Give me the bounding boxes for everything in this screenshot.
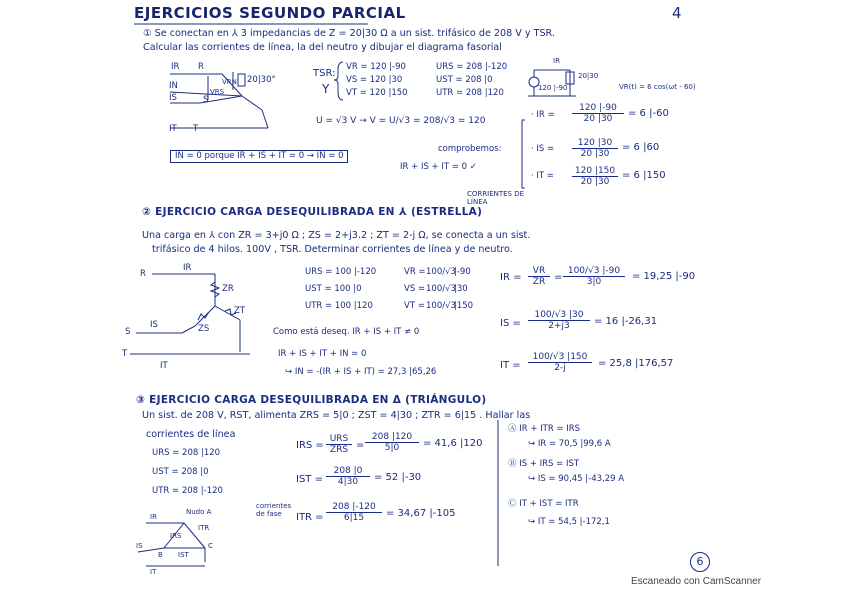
ex3-ust: UST = 208 |0 <box>152 467 209 477</box>
ex2-is-label: IS = <box>500 318 521 329</box>
ex3-utr: UTR = 208 |-120 <box>152 486 223 496</box>
ex1-side-z2: 20|30 <box>578 72 599 80</box>
ex3-itr-result: = 34,67 |-105 <box>386 508 456 519</box>
ex2-in-result: ↪ IN = -(IR + IS + IT) = 27,3 |65,26 <box>285 367 437 377</box>
ex2-vt-ang: |150 <box>454 301 474 311</box>
ex1-vr: VR = 120 |-90 <box>346 62 406 72</box>
ex2-it-result: = 25,8 |176,57 <box>598 358 674 369</box>
ex2-ir-eq-sign: = <box>554 272 563 283</box>
ex2-vt-num: 100/√3 <box>426 301 456 311</box>
ex1-label-t: T <box>193 124 199 134</box>
ex2-vs-label: VS = <box>404 284 426 294</box>
ex1-label-vrs: VRS <box>210 88 225 96</box>
ex1-label-z: 20|30° <box>247 75 276 85</box>
ex3-ist-label: IST = <box>296 474 323 485</box>
ex3-label-ist: IST <box>178 551 189 559</box>
ex3-label-is: IS <box>136 542 143 550</box>
ex2-it-fraction: $\frac{100/√3 |150}{2-j}$ <box>528 352 592 373</box>
ex2-vr-label: VR = <box>404 267 426 277</box>
ex3-label-c: C <box>208 542 213 550</box>
ex1-it-label: · IT = <box>531 171 554 181</box>
ex1-ir-label: · IR = <box>531 110 555 120</box>
ex1-ir-fraction: $\frac{120 |-90}{20 |30}$ <box>572 103 624 124</box>
ex1-statement-line2: Calcular las corrientes de línea, la del neutro y dibujar el diagrama fasorial <box>143 42 502 53</box>
page-title: EJERCICIOS SEGUNDO PARCIAL <box>134 4 406 22</box>
ex3-itr-label: ITR = <box>296 512 324 523</box>
ex1-vt: VT = 120 |150 <box>346 88 408 98</box>
scanner-watermark: Escaneado con CamScanner <box>631 576 762 587</box>
page-tag: 4 <box>672 4 682 22</box>
ex3-label-itr: ITR <box>198 524 210 532</box>
ex1-label-r: R <box>198 62 204 72</box>
ex1-comprobemos: comprobemos: <box>438 144 502 154</box>
ex1-side-ir: IR <box>553 57 560 65</box>
ex3-statement-line1: Un sist. de 208 V, RST, alimenta ZRS = 5|0 ; ZST = 4|30 ; ZTR = 6|15 . Hallar las <box>142 410 531 421</box>
ex3-label-irs: IRS <box>170 532 182 540</box>
ex1-vs: VS = 120 |30 <box>346 75 403 85</box>
ex2-statement-line1: Una carga en ⅄ con ZR = 3+j0 Ω ; ZS = 2+j3.2 ; ZT = 2-j Ω, se conecta a un sist. <box>142 230 531 241</box>
ex3-heading: ③ EJERCICIO CARGA DESEQUILIBRADA EN Δ (TRIÁNGULO) <box>136 394 487 406</box>
ex1-ust: UST = 208 |0 <box>436 75 493 85</box>
ex1-it-fraction: $\frac{120 |150}{20 |30}$ <box>572 166 618 187</box>
ex2-vr-num: 100/√3 <box>426 267 456 277</box>
ex2-deseq-note: Como está deseq. IR + IS + IT ≠ 0 <box>273 327 420 337</box>
ex2-ust: UST = 100 |0 <box>305 284 362 294</box>
ex2-vr-ang: |-90 <box>454 267 471 277</box>
ex1-side-vrt: VR(t) = 6 cos(ωt - 60) <box>619 83 696 91</box>
ex1-ir-result: = 6 |-60 <box>628 108 669 119</box>
ex3-ist-result: = 52 |-30 <box>374 472 422 483</box>
ex1-corrientes-linea: CORRIENTES DE LÍNEA <box>467 190 525 206</box>
ex1-is-fraction: $\frac{120 |30}{20 |30}$ <box>572 138 618 159</box>
ex3-label-b: B <box>158 551 163 559</box>
ex2-kcl: IR + IS + IT + IN = 0 <box>278 349 367 359</box>
ex1-utr: UTR = 208 |120 <box>436 88 504 98</box>
ex2-label-zr: ZR <box>222 284 234 294</box>
ex2-ir-label: IR = <box>500 272 522 283</box>
ex2-label-s: S <box>125 327 131 337</box>
ex3-ist-fraction: $\frac{208 |0}{4|30}$ <box>326 466 370 487</box>
ex3-urs: URS = 208 |120 <box>152 448 221 458</box>
ex3-statement-line2: corrientes de línea <box>146 429 236 440</box>
ex2-is-result: = 16 |-26,31 <box>594 316 658 327</box>
ex2-label-ir: IR <box>183 263 192 273</box>
ex2-vs-num: 100/√3 <box>426 284 456 294</box>
ex3-irs-label: IRS = <box>296 440 324 451</box>
ex2-ir-frac1: $\frac{VR}{ZR}$ <box>528 266 550 287</box>
ex3-corrientes-fase: corrientes de fase <box>256 502 292 518</box>
ex2-statement-line2: trifásico de 4 hilos. 100V , TSR. Determinar corrientes de línea y de neutro. <box>152 244 513 255</box>
ex1-label-vrn: VRN <box>222 78 237 86</box>
ex3-node-b-res: ↪ IS = 90,45 |-43,29 A <box>528 474 625 484</box>
ex1-side-z: 120 |-90 <box>538 84 568 92</box>
ex2-it-label: IT = <box>500 360 521 371</box>
ex3-node-c-res: ↪ IT = 54,5 |-172,1 <box>528 517 610 527</box>
ex3-label-it: IT <box>150 568 157 576</box>
ex1-tsr-label: TSR: <box>313 68 336 79</box>
ex3-irs-frac2: $\frac{208 |120}{5|0}$ <box>365 432 419 453</box>
ex1-label-it: IT <box>169 124 177 134</box>
ex2-utr: UTR = 100 |120 <box>305 301 373 311</box>
ex2-label-is: IS <box>150 320 158 330</box>
ex1-label-ir: IR <box>171 62 180 72</box>
ex2-label-t: T <box>122 349 128 359</box>
ex1-is-label: · IS = <box>531 144 555 154</box>
ex2-ir-result: = 19,25 |-90 <box>632 271 696 282</box>
ex1-y-label: Y <box>322 82 330 96</box>
ex2-label-zt: ZT <box>234 306 246 316</box>
ex2-label-it: IT <box>160 361 168 371</box>
page-number: 6 <box>690 552 710 572</box>
ex3-node-c-eq: Ⓒ IT + IST = ITR <box>508 499 579 509</box>
ex1-neutral-note: IN = 0 porque IR + IS + IT = 0 → IN = 0 <box>170 150 348 163</box>
ex3-label-nudo: Nudo A <box>186 508 212 516</box>
ex1-urs: URS = 208 |-120 <box>436 62 508 72</box>
ex1-label-in: IN <box>169 81 178 91</box>
ex2-vt-label: VT = <box>404 301 425 311</box>
ex2-is-fraction: $\frac{100/√3 |30}{2+j3}$ <box>528 310 590 331</box>
ex2-heading: ② EJERCICIO CARGA DESEQUILIBRADA EN ⅄ (ESTRELLA) <box>142 206 483 218</box>
ex1-is-result: = 6 |60 <box>622 142 660 153</box>
ex2-ir-frac2: $\frac{100/√3 |-90}{3|0}$ <box>563 266 625 287</box>
ex1-u-equation: U = √3 V → V = U/√3 = 208/√3 = 120 <box>316 116 486 126</box>
ex2-label-zs: ZS <box>198 324 210 334</box>
ex1-it-result: = 6 |150 <box>622 170 666 181</box>
ex1-label-s: S <box>203 95 209 105</box>
ex3-node-a-res: ↪ IR = 70,5 |99,6 A <box>528 439 611 449</box>
ex2-vs-ang: |30 <box>454 284 468 294</box>
ex3-itr-fraction: $\frac{208 |-120}{6|15}$ <box>326 502 382 523</box>
ex3-irs-eq-sign: = <box>356 440 365 451</box>
ex3-irs-result: = 41,6 |120 <box>423 438 483 449</box>
ex3-node-b-eq: Ⓑ IS + IRS = IST <box>508 459 580 469</box>
ex3-node-a-eq: Ⓐ IR + ITR = IRS <box>508 424 581 434</box>
ex2-label-r: R <box>140 269 146 279</box>
ex3-irs-frac1: URS ZRS <box>326 434 352 455</box>
ex1-label-is: IS <box>169 93 177 103</box>
ex1-sum-check: IR + IS + IT = 0 ✓ <box>400 162 477 172</box>
ex3-label-ir: IR <box>150 513 157 521</box>
ex2-urs: URS = 100 |-120 <box>305 267 377 277</box>
ex1-statement-line1: ① Se conectan en ⅄ 3 impedancias de Z = 20|30 Ω a un sist. trifásico de 208 V y TSR. <box>143 28 555 39</box>
